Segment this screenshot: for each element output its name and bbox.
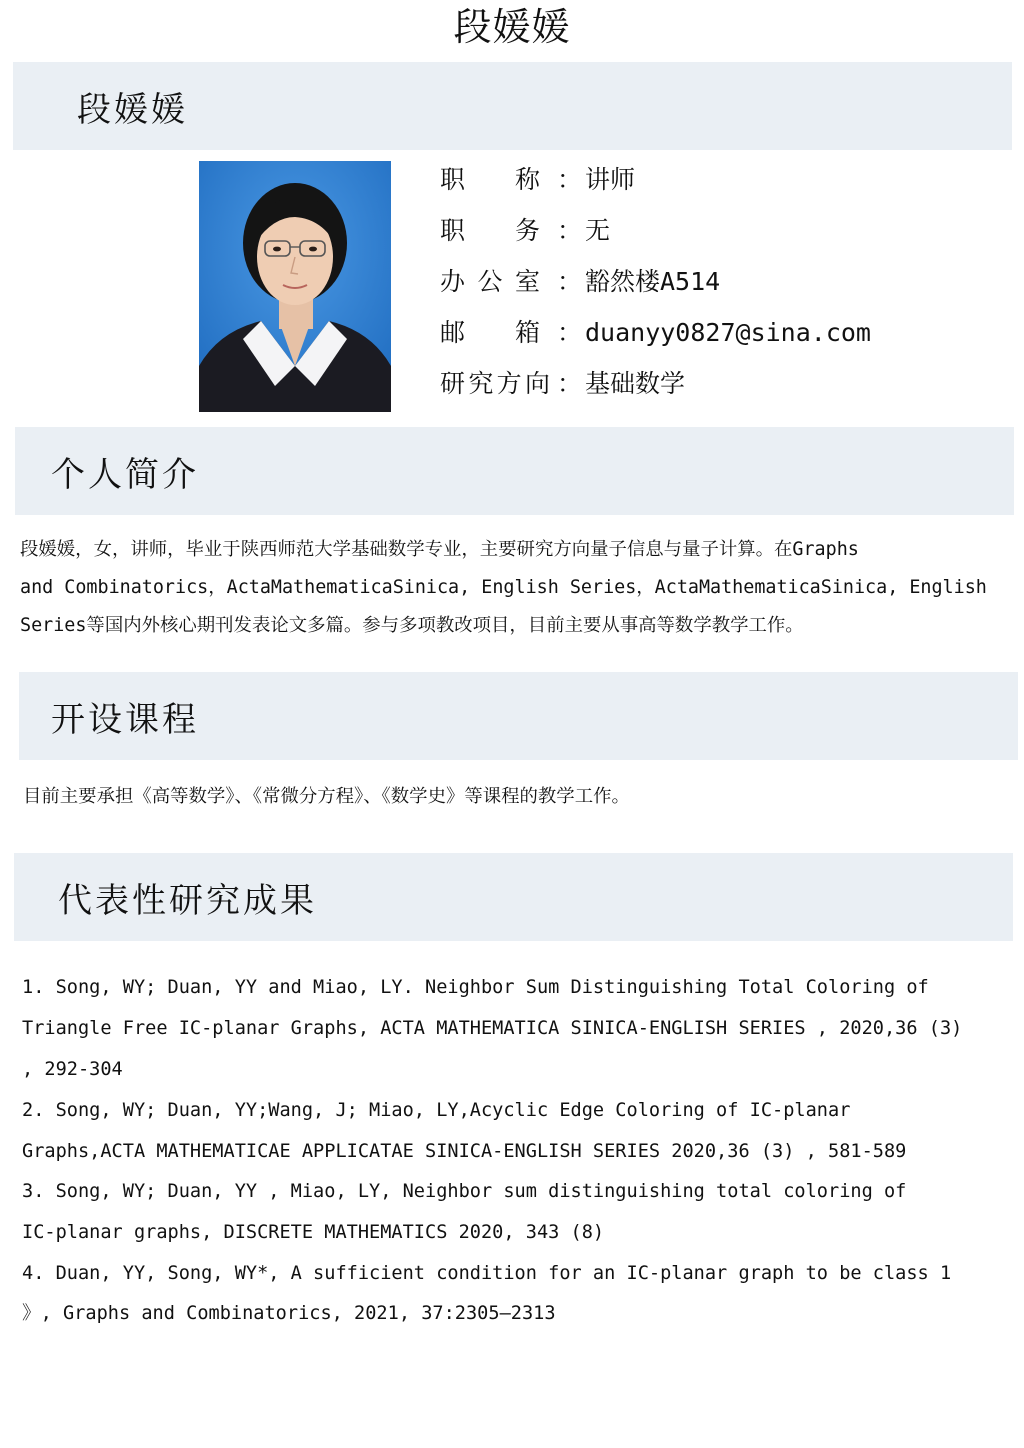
info-label-title: 职 称 [440,165,540,194]
intro-line: and Combinatorics，ActaMathematicaSinica, English Series，ActaMathematicaSinica, English [20,577,987,598]
publication-line: 》, Graphs and Combinatorics, 2021, 37:2305–2313 [22,1303,556,1324]
results-heading: 代表性研究成果 [58,880,317,921]
intro-line: Series等国内外核心期刊发表论文多篇。参与多项教改项目，目前主要从事高等数学教学工作。 [20,615,804,636]
info-colon: ： [557,267,583,296]
info-colon: ： [557,318,583,347]
info-value-email[interactable]: duanyy0827@sina.com [585,318,871,347]
info-value-title: 讲师 [585,165,636,194]
publication-line: IC-planar graphs, DISCRETE MATHEMATICS 2020, 343 (8) [22,1222,605,1243]
info-label-position: 职 务 [440,216,540,245]
name-banner [13,62,1012,150]
info-colon: ： [557,216,583,245]
publication-line: Triangle Free IC-planar Graphs, ACTA MATHEMATICA SINICA-ENGLISH SERIES , 2020,36 (3) [22,1018,963,1039]
info-label-email: 邮 箱 [440,318,540,347]
info-value-research: 基础数学 [585,369,686,398]
publication-line: 3. Song, WY; Duan, YY , Miao, LY, Neighbor sum distinguishing total coloring of [22,1181,907,1202]
intro-heading: 个人简介 [51,454,199,495]
section-heading-results [14,853,1013,941]
publication-line: 1. Song, WY; Duan, YY and Miao, LY. Neighbor Sum Distinguishing Total Coloring of [22,977,929,998]
info-value-position: 无 [585,216,611,245]
section-heading-courses [19,672,1018,760]
publication-line: 2. Song, WY; Duan, YY;Wang, J; Miao, LY,Acyclic Edge Coloring of IC-planar [22,1100,851,1121]
info-colon: ： [557,369,583,398]
publication-line: 4. Duan, YY, Song, WY*, A sufficient condition for an IC-planar graph to be class 1 [22,1263,952,1284]
info-colon: ： [557,165,583,194]
intro-line: 段媛媛，女，讲师，毕业于陕西师范大学基础数学专业，主要研究方向量子信息与量子计算。在Graphs [20,539,859,560]
page-title: 段媛媛 [453,5,571,49]
publication-line: Graphs,ACTA MATHEMATICAE APPLICATAE SINICA-ENGLISH SERIES 2020,36 (3) , 581-589 [22,1141,907,1162]
courses-text: 目前主要承担《高等数学》、《常微分方程》、《数学史》等课程的教学工作。 [23,786,630,807]
profile-name: 段媛媛 [77,89,188,130]
section-heading-intro [15,427,1014,515]
portrait-photo [199,161,391,412]
courses-heading: 开设课程 [51,699,199,740]
info-value-office: 豁然楼A514 [585,267,721,296]
publication-line: , 292-304 [22,1059,123,1080]
info-label-research: 研 究 方 向 [440,369,550,398]
info-label-office: 办 公 室 [440,267,540,296]
